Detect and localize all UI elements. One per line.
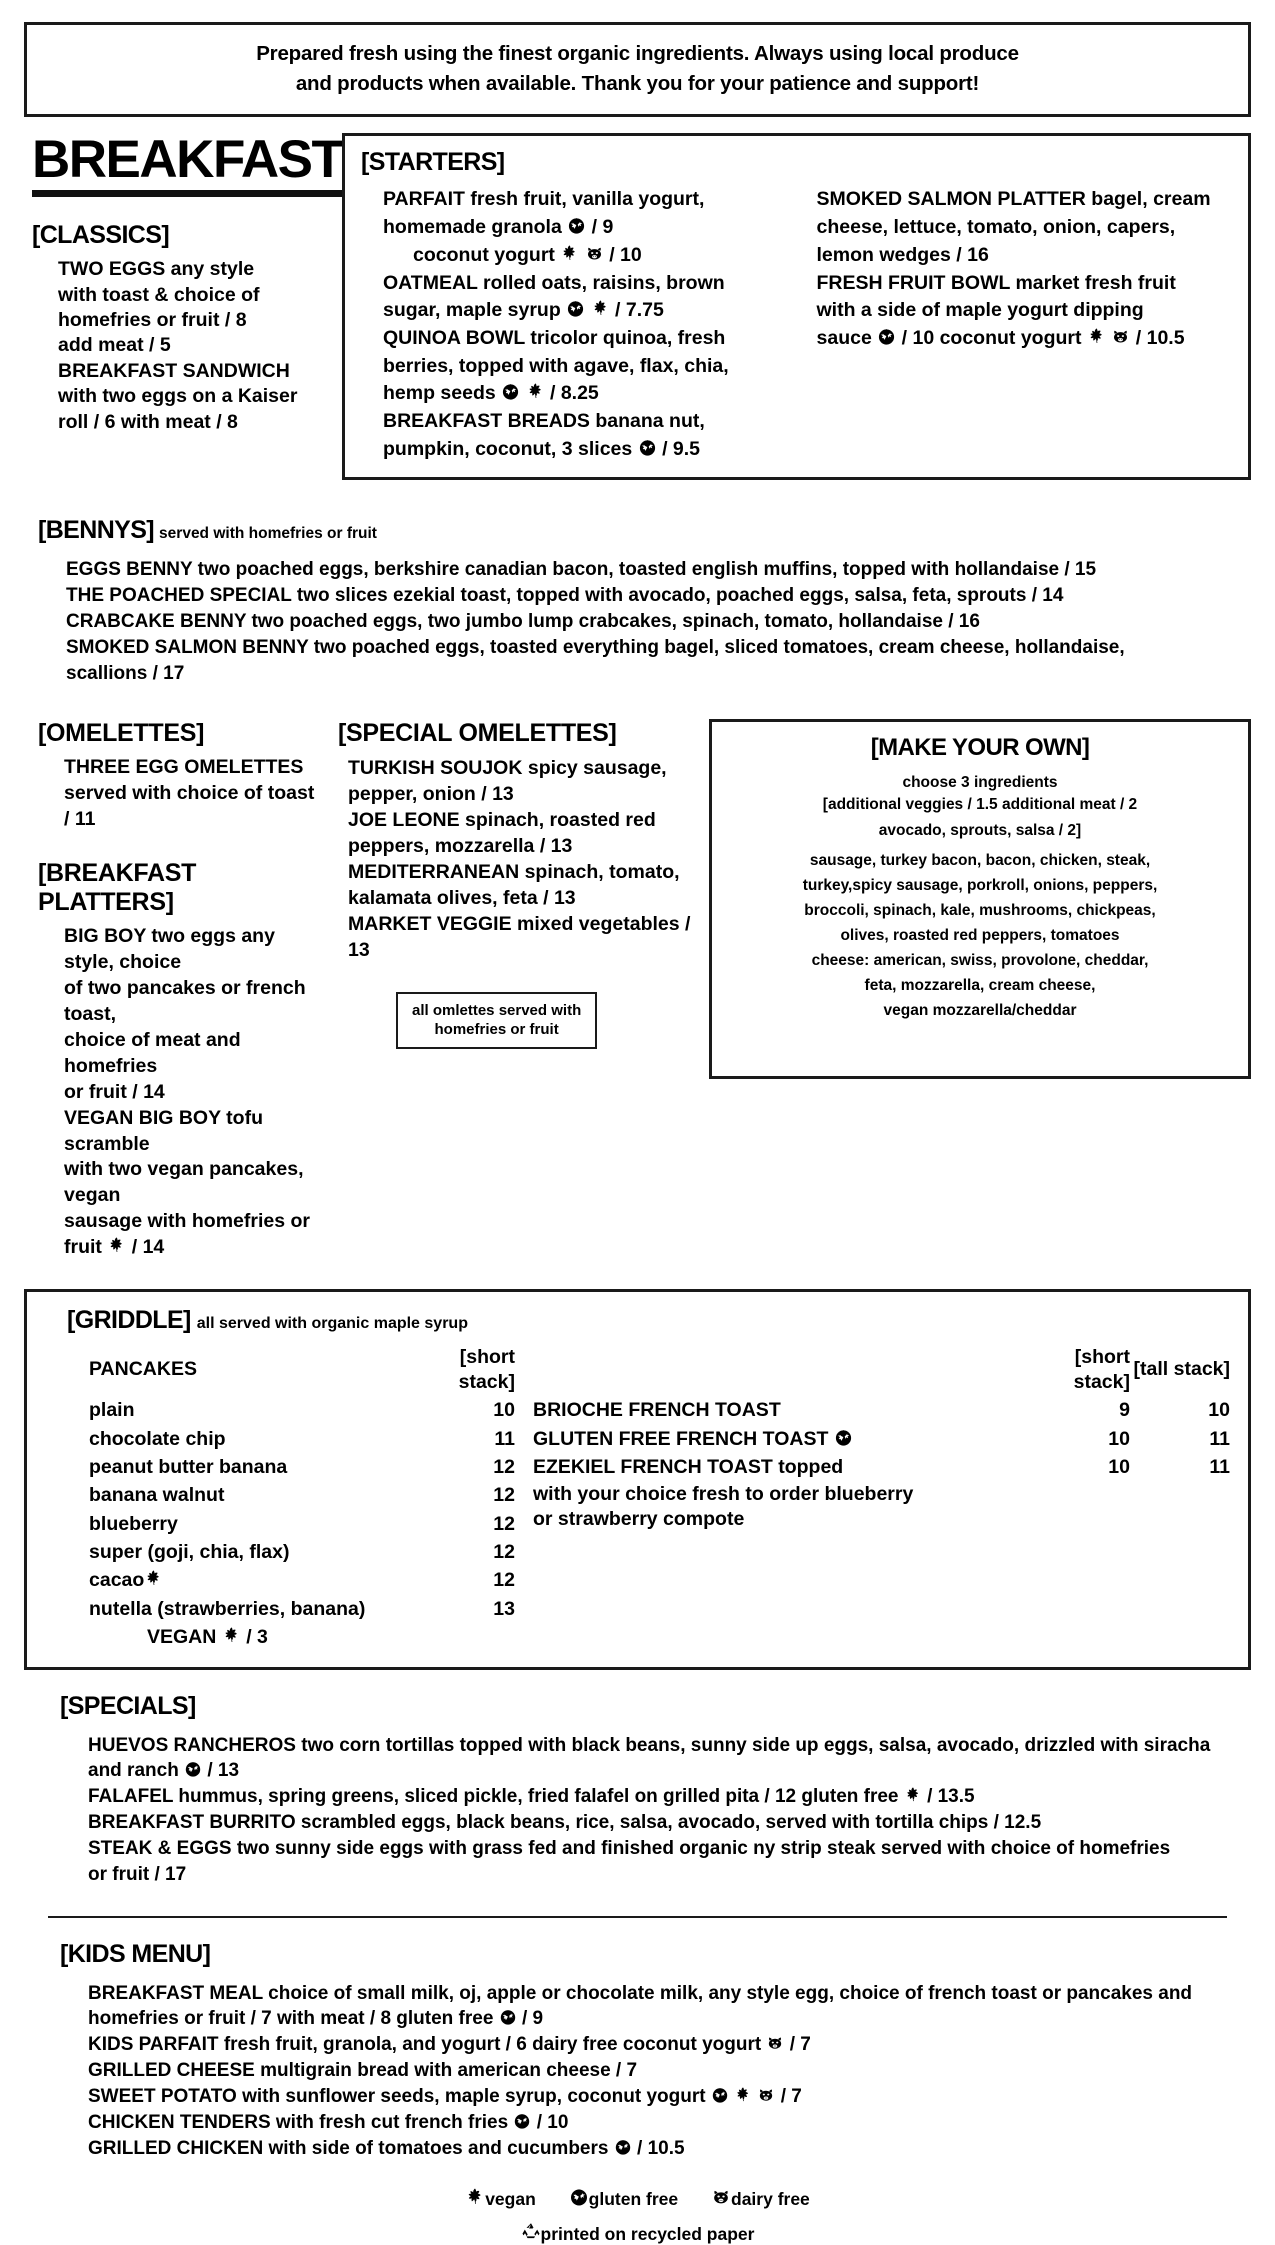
list-item: cheese, lettuce, tomato, onion, capers, bbox=[816, 216, 1176, 239]
recycled-label: printed on recycled paper bbox=[540, 2224, 755, 2245]
item-price: / 7.75 bbox=[615, 299, 664, 322]
banner-line-2: and products when available. Thank you for your patience and support! bbox=[295, 71, 980, 95]
note-line-2: or strawberry compote bbox=[533, 1508, 745, 1531]
dairy-free-icon bbox=[766, 2034, 784, 2052]
vegan-leaf-icon bbox=[734, 2086, 752, 2104]
section-subtitle: all served with organic maple syrup bbox=[196, 1315, 468, 1333]
section-title: [GRIDDLE] bbox=[67, 1306, 191, 1335]
item-price: / 13 bbox=[207, 1760, 240, 1782]
gluten-free-icon bbox=[566, 299, 585, 318]
list-item: GRILLED CHEESE multigrain bread with american cheese / 7 bbox=[88, 2060, 638, 2082]
list-item: THREE EGG OMELETTES bbox=[64, 756, 304, 779]
item-text: SWEET POTATO with sunflower seeds, maple syrup, coconut yogurt bbox=[88, 2085, 706, 2107]
gluten-free-icon bbox=[513, 2112, 531, 2130]
vegan-upcharge bbox=[89, 1626, 515, 1649]
note-line-1: all omlettes served with bbox=[412, 1001, 582, 1019]
list-item: or fruit / 14 bbox=[64, 1080, 165, 1103]
make-your-own-box bbox=[709, 719, 1251, 1079]
list-item bbox=[88, 2006, 1251, 2032]
list-item: broccoli, spinach, kale, mushrooms, chickpeas, bbox=[804, 901, 1156, 919]
legend-gluten-free bbox=[569, 2189, 683, 2209]
item-price: / 10.5 bbox=[637, 2137, 685, 2159]
top-section bbox=[24, 130, 1251, 480]
item-name: plain bbox=[89, 1399, 135, 1422]
list-item: MARKET VEGGIE mixed vegetables / 13 bbox=[348, 912, 691, 961]
table-row bbox=[89, 1510, 515, 1538]
starters-left-column bbox=[361, 186, 809, 463]
table-row bbox=[89, 1425, 515, 1453]
note-line-1: with your choice fresh to order blueberry bbox=[533, 1482, 914, 1505]
item-text: homemade granola bbox=[383, 216, 562, 239]
item-text: sugar, maple syrup bbox=[383, 299, 561, 322]
legend-label: vegan bbox=[485, 2189, 536, 2210]
brand-and-classics bbox=[24, 130, 343, 434]
list-item bbox=[88, 2032, 1251, 2058]
list-item: PARFAIT fresh fruit, vanilla yogurt, bbox=[383, 188, 705, 211]
list-item: EGGS BENNY two poached eggs, berkshire canadian bacon, toasted english muffins, topped with hollandaise / 15 bbox=[66, 559, 1097, 581]
item-name: EZEKIEL FRENCH TOAST topped bbox=[533, 1456, 844, 1479]
list-item: of two pancakes or french toast, bbox=[64, 977, 306, 1025]
table-header-row bbox=[533, 1343, 1230, 1397]
list-item: berries, topped with agave, flax, chia, bbox=[383, 354, 729, 377]
item-name bbox=[89, 1567, 423, 1595]
specials-list bbox=[60, 1733, 1251, 1888]
specials-section bbox=[24, 1692, 1251, 1888]
item-name: nutella (strawberries, banana) bbox=[89, 1597, 366, 1620]
item-text: hemp seeds bbox=[383, 382, 496, 405]
list-item bbox=[383, 242, 799, 270]
table-row bbox=[89, 1397, 515, 1425]
top-banner bbox=[24, 22, 1251, 117]
list-item bbox=[88, 2084, 1251, 2110]
item-text: fruit bbox=[64, 1236, 102, 1259]
list-item bbox=[88, 2136, 1251, 2162]
item-price: / 10.5 bbox=[1135, 326, 1185, 349]
french-toast-table bbox=[533, 1343, 1230, 1482]
table-row bbox=[533, 1425, 1230, 1453]
list-item: with two vegan pancakes, vegan bbox=[64, 1158, 304, 1207]
recycle-icon bbox=[521, 2222, 541, 2242]
legend-label: dairy free bbox=[731, 2189, 810, 2210]
omelettes-body bbox=[64, 755, 324, 833]
item-text: homefries or fruit / 7 with meat / 8 gluten free bbox=[88, 2008, 494, 2030]
item-price: 12 bbox=[493, 1512, 515, 1535]
list-item: sausage with homefries or bbox=[64, 1210, 310, 1233]
list-item bbox=[383, 436, 799, 464]
item-name: blueberry bbox=[89, 1512, 178, 1535]
list-item: TURKISH SOUJOK spicy sausage, bbox=[348, 757, 667, 780]
list-item: SMOKED SALMON PLATTER bagel, cream bbox=[816, 188, 1211, 211]
starters-heading: [STARTERS] bbox=[361, 148, 505, 177]
french-toast-column bbox=[515, 1343, 1230, 1648]
list-item: FRESH FRUIT BOWL market fresh fruit bbox=[816, 271, 1176, 294]
short-stack-header: [short stack] bbox=[1073, 1345, 1130, 1393]
list-item: choice of meat and homefries bbox=[64, 1028, 241, 1077]
item-text: cacao bbox=[89, 1569, 145, 1592]
divider bbox=[48, 1916, 1227, 1918]
list-item: SMOKED SALMON BENNY two poached eggs, toasted everything bagel, sliced tomatoes, cream cheese, hollandaise, bbox=[66, 637, 1125, 659]
item-name: BRIOCHE FRENCH TOAST bbox=[533, 1399, 781, 1422]
banner-line-1: Prepared fresh using the finest organic ingredients. Always using local produce bbox=[256, 42, 1019, 65]
item-price: / 7 bbox=[789, 2034, 811, 2056]
gluten-free-icon bbox=[567, 216, 586, 235]
item-text: / 10 coconut yogurt bbox=[901, 326, 1082, 349]
list-item bbox=[383, 297, 799, 325]
vegan-leaf-icon bbox=[904, 1786, 922, 1804]
list-item bbox=[88, 2110, 1251, 2136]
platters-heading: [BREAKFAST PLATTERS] bbox=[38, 859, 197, 917]
item-name: chocolate chip bbox=[89, 1427, 226, 1450]
gluten-free-icon bbox=[569, 2187, 589, 2207]
item-name: peanut butter banana bbox=[89, 1456, 288, 1479]
legend-row bbox=[24, 2187, 1251, 2210]
pancakes-column bbox=[45, 1343, 515, 1648]
item-price: 12 bbox=[493, 1569, 515, 1592]
item-text: GRILLED CHICKEN with side of tomatoes and cucumbers bbox=[88, 2137, 609, 2159]
item-price: / 10 bbox=[536, 2111, 569, 2133]
legend-dairy-free bbox=[711, 2189, 810, 2209]
list-item: peppers, mozzarella / 13 bbox=[348, 835, 573, 858]
item-price: 10 bbox=[493, 1399, 515, 1422]
omelettes-row bbox=[24, 719, 1251, 1261]
classics-heading: [CLASSICS] bbox=[32, 221, 170, 250]
item-name: banana walnut bbox=[89, 1484, 225, 1507]
list-item bbox=[817, 325, 1233, 353]
dairy-free-icon bbox=[711, 2187, 731, 2207]
item-price: 12 bbox=[493, 1456, 515, 1479]
item-text: VEGAN bbox=[147, 1625, 217, 1648]
list-item: feta, mozzarella, cream cheese, bbox=[864, 977, 1096, 995]
item-text: sauce bbox=[816, 326, 872, 349]
vegan-leaf-icon bbox=[591, 299, 610, 318]
gluten-free-icon bbox=[614, 2138, 632, 2156]
spacer-cell bbox=[533, 1343, 1030, 1397]
list-item: VEGAN BIG BOY tofu scramble bbox=[64, 1106, 263, 1155]
list-item bbox=[64, 1235, 324, 1261]
bennys-heading bbox=[38, 516, 1251, 545]
table-row bbox=[533, 1454, 1230, 1482]
bennys-section bbox=[24, 516, 1251, 687]
item-price: / 10 bbox=[609, 243, 642, 266]
item-price: 11 bbox=[494, 1427, 515, 1450]
list-item: CRABCAKE BENNY two poached eggs, two jumbo lump crabcakes, spinach, tomato, hollandaise / 16 bbox=[66, 611, 980, 633]
item-text: pumpkin, coconut, 3 slices bbox=[383, 437, 633, 460]
item-price: / 14 bbox=[131, 1236, 165, 1259]
special-omelettes-heading: [SPECIAL OMELETTES] bbox=[338, 719, 617, 748]
table-header-row bbox=[89, 1343, 515, 1397]
bennys-list bbox=[38, 557, 1251, 687]
table-row bbox=[89, 1482, 515, 1510]
omelettes-platters-column bbox=[24, 719, 324, 1261]
legend-vegan bbox=[465, 2189, 540, 2209]
list-item: with two eggs on a Kaiser bbox=[58, 385, 298, 408]
list-item: QUINOA BOWL tricolor quinoa, fresh bbox=[383, 326, 726, 349]
item-price: / 9 bbox=[591, 216, 614, 239]
item-price-short: 9 bbox=[1119, 1399, 1130, 1422]
special-omelettes-column bbox=[324, 719, 699, 1048]
item-text: GLUTEN FREE FRENCH TOAST bbox=[533, 1427, 829, 1450]
vegan-leaf-icon bbox=[560, 244, 579, 263]
special-omelettes-list bbox=[338, 756, 699, 963]
list-item: served with choice of toast / 11 bbox=[64, 782, 315, 831]
list-item bbox=[88, 1758, 1251, 1784]
gluten-free-icon bbox=[499, 2008, 517, 2026]
item-price: / 9 bbox=[521, 2008, 544, 2030]
list-item: THE POACHED SPECIAL two slices ezekial toast, topped with avocado, poached eggs, salsa, feta, sprouts / 14 bbox=[66, 585, 1064, 607]
item-price-tall: 11 bbox=[1209, 1427, 1230, 1450]
list-item: vegan mozzarella/cheddar bbox=[883, 1002, 1077, 1020]
tall-stack-header: [tall stack] bbox=[1133, 1358, 1230, 1381]
kids-menu-list bbox=[60, 1981, 1251, 2162]
list-item: STEAK & EGGS two sunny side eggs with grass fed and finished organic ny strip steak served with choice of homefries bbox=[88, 1837, 1171, 1859]
list-item: [additional veggies / 1.5 additional meat / 2 bbox=[822, 796, 1138, 814]
list-item: lemon wedges / 16 bbox=[816, 243, 989, 266]
list-item: BREAKFAST BURRITO scrambled eggs, black beans, rice, salsa, avocado, served with tortilla chips / 12.5 bbox=[88, 1812, 1042, 1834]
vegan-leaf-icon bbox=[222, 1626, 241, 1645]
item-price-short: 10 bbox=[1108, 1427, 1130, 1450]
item-price: / 13.5 bbox=[927, 1786, 975, 1808]
list-item: sausage, turkey bacon, bacon, chicken, steak, bbox=[809, 851, 1151, 869]
table-row bbox=[89, 1595, 515, 1623]
item-text: and ranch bbox=[88, 1760, 179, 1782]
list-item: olives, roasted red peppers, tomatoes bbox=[840, 926, 1120, 944]
french-toast-note bbox=[533, 1482, 1230, 1533]
item-price-tall: 10 bbox=[1208, 1399, 1230, 1422]
list-item: scallions / 17 bbox=[66, 663, 185, 685]
list-item: kalamata olives, feta / 13 bbox=[348, 887, 576, 909]
table-row bbox=[89, 1454, 515, 1482]
item-price: 12 bbox=[493, 1541, 515, 1564]
dairy-free-icon bbox=[585, 244, 604, 263]
vegan-leaf-icon bbox=[526, 382, 545, 401]
section-subtitle: served with homefries or fruit bbox=[159, 525, 377, 543]
griddle-heading bbox=[45, 1306, 1230, 1335]
list-item: turkey,spicy sausage, porkroll, onions, peppers, bbox=[802, 876, 1158, 894]
item-name: super (goji, chia, flax) bbox=[89, 1541, 290, 1564]
gluten-free-icon bbox=[877, 327, 896, 346]
list-item bbox=[383, 214, 799, 242]
table-row bbox=[533, 1397, 1230, 1425]
kids-menu-heading: [KIDS MENU] bbox=[60, 1939, 211, 1968]
make-your-own-subheading: choose 3 ingredients bbox=[902, 774, 1058, 792]
table-row bbox=[89, 1567, 515, 1595]
list-item: BREAKFAST SANDWICH bbox=[58, 359, 290, 382]
list-item bbox=[88, 1784, 1251, 1810]
dairy-free-icon bbox=[757, 2086, 775, 2104]
kids-menu-section bbox=[24, 1940, 1251, 2162]
gluten-free-icon bbox=[184, 1760, 202, 1778]
griddle-box bbox=[24, 1289, 1251, 1669]
list-item: add meat / 5 bbox=[58, 334, 171, 357]
make-your-own-heading: [MAKE YOUR OWN] bbox=[870, 734, 1090, 762]
page-title: BREAKFAST bbox=[32, 133, 342, 197]
item-name bbox=[533, 1425, 1030, 1453]
item-price: / 7 bbox=[780, 2085, 802, 2107]
dairy-free-icon bbox=[1111, 327, 1130, 346]
item-price: / 9.5 bbox=[662, 437, 701, 460]
item-price: 12 bbox=[493, 1484, 515, 1507]
gluten-free-icon bbox=[501, 382, 520, 401]
list-item: BREAKFAST MEAL choice of small milk, oj, apple or chocolate milk, any style egg, choice of french toast or pancakes and bbox=[88, 1982, 1193, 2004]
section-title: [BENNYS] bbox=[38, 516, 155, 545]
item-text: FALAFEL hummus, spring greens, sliced pickle, fried falafel on grilled pita / 12 gluten free bbox=[88, 1786, 899, 1808]
list-item: MEDITERRANEAN spinach, tomato, bbox=[348, 861, 680, 884]
list-item: avocado, sprouts, salsa / 2] bbox=[878, 821, 1082, 839]
list-item: with a side of maple yogurt dipping bbox=[816, 299, 1144, 322]
table-row bbox=[89, 1539, 515, 1567]
pancakes-label: PANCAKES bbox=[89, 1358, 197, 1381]
omelettes-heading: [OMELETTES] bbox=[38, 719, 205, 748]
specials-heading: [SPECIALS] bbox=[60, 1691, 196, 1720]
classics-list bbox=[58, 257, 324, 434]
short-stack-header: [short stack] bbox=[458, 1345, 515, 1393]
list-item: cheese: american, swiss, provolone, cheddar, bbox=[811, 952, 1149, 970]
item-price: 13 bbox=[493, 1597, 515, 1620]
item-text: KIDS PARFAIT fresh fruit, granola, and yogurt / 6 dairy free coconut yogurt bbox=[88, 2034, 762, 2056]
gluten-free-icon bbox=[711, 2086, 729, 2104]
list-item: HUEVOS RANCHEROS two corn tortillas topped with black beans, sunny side up eggs, salsa, avocado, drizzled with siracha bbox=[88, 1734, 1211, 1756]
vegan-leaf-icon bbox=[465, 2187, 485, 2207]
pancakes-table bbox=[89, 1343, 515, 1623]
all-omelettes-note bbox=[396, 992, 597, 1049]
vegan-leaf-icon bbox=[1087, 327, 1106, 346]
list-item bbox=[383, 380, 799, 408]
list-item: with toast & choice of bbox=[58, 283, 260, 306]
list-item: pepper, onion / 13 bbox=[348, 783, 514, 806]
list-item: TWO EGGS any style bbox=[58, 258, 255, 281]
platters-body bbox=[64, 924, 324, 1261]
starters-box bbox=[342, 133, 1251, 480]
starters-right-column bbox=[809, 186, 1233, 463]
gluten-free-icon bbox=[834, 1428, 853, 1447]
item-price: / 3 bbox=[246, 1625, 268, 1648]
list-item: OATMEAL rolled oats, raisins, brown bbox=[383, 271, 725, 294]
list-item: homefries or fruit / 8 bbox=[58, 309, 247, 332]
list-item: BREAKFAST BREADS banana nut, bbox=[383, 409, 705, 432]
gluten-free-icon bbox=[638, 438, 657, 457]
item-price: / 8.25 bbox=[549, 382, 599, 405]
list-item: BIG BOY two eggs any style, choice bbox=[64, 925, 275, 974]
note-line-2: homefries or fruit bbox=[434, 1021, 559, 1039]
list-item: roll / 6 with meat / 8 bbox=[58, 410, 238, 433]
legend-label: gluten free bbox=[588, 2189, 679, 2210]
item-price-tall: 11 bbox=[1209, 1456, 1230, 1479]
list-item: JOE LEONE spinach, roasted red bbox=[348, 809, 656, 832]
item-text: CHICKEN TENDERS with fresh cut french fries bbox=[88, 2111, 509, 2133]
vegan-leaf-icon bbox=[107, 1236, 126, 1255]
recycled-note bbox=[24, 2222, 1251, 2245]
vegan-leaf-icon bbox=[144, 1569, 163, 1588]
list-item: or fruit / 17 bbox=[88, 1863, 187, 1885]
item-text: coconut yogurt bbox=[413, 243, 555, 266]
item-price-short: 10 bbox=[1108, 1456, 1130, 1479]
